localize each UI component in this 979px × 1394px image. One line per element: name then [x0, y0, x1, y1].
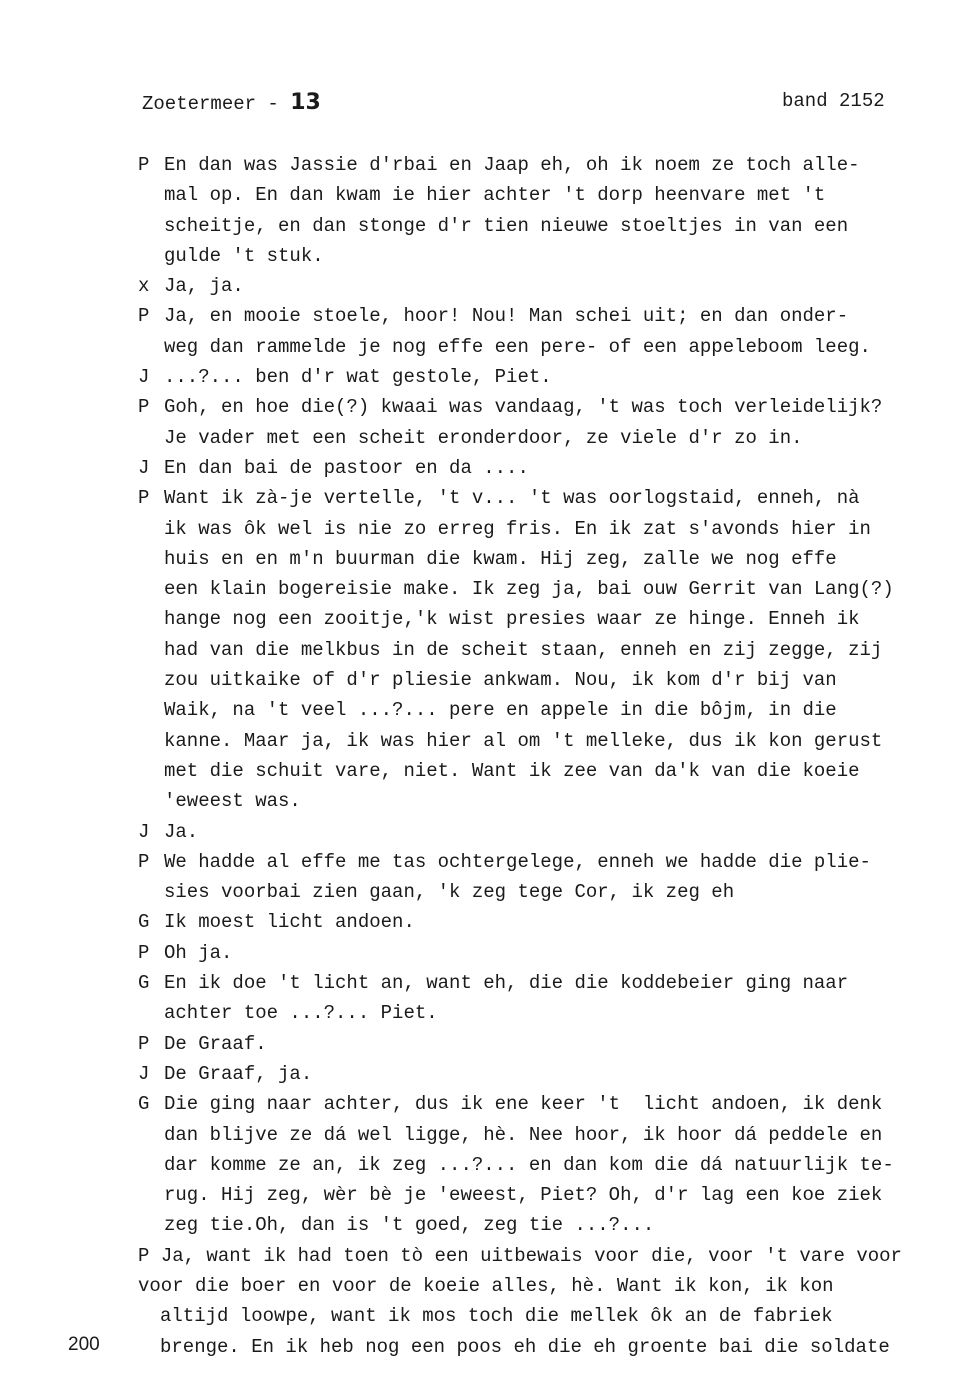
transcript-line: ...?... ben d'r wat gestole, Piet. — [164, 366, 552, 389]
transcript-line: huis en en m'n buurman die kwam. Hij zeg, zalle we nog effe — [164, 547, 837, 570]
transcript-line: voor die boer en voor de koeie alles, hè. Want ik kon, ik kon — [138, 1274, 834, 1297]
transcript-line: mal op. En dan kwam ie hier achter 't dorp heenvare met 't — [164, 184, 826, 207]
transcript-line: ik was ôk wel is nie zo erreg fris. En ik zat s'avonds hier in — [164, 517, 871, 540]
speaker-label: J — [138, 1062, 150, 1085]
speaker-label: P — [138, 1032, 150, 1055]
transcript-line: altijd loowpe, want ik mos toch die mellek ôk an de fabriek — [160, 1305, 833, 1328]
transcript-entry — [138, 847, 968, 908]
transcript-line: dan blijve ze dá wel ligge, hè. Nee hoor, ik hoor dá peddele en — [164, 1123, 883, 1146]
transcript-line: met die schuit vare, niet. Want ik zee van da'k van die koeie — [164, 759, 860, 782]
transcript-line: We hadde al effe me tas ochtergelege, enneh we hadde die plie- — [164, 850, 871, 873]
header-page-number: 13 — [290, 90, 321, 115]
transcript-line-text: Ja, want ik had toen tò een uitbewais voor die, voor 't vare voor — [160, 1244, 902, 1267]
transcript-line: had van die melkbus in de scheit staan, enneh en zij zegge, zij — [164, 638, 883, 661]
transcript-entry — [138, 1089, 968, 1240]
transcript-entry — [138, 392, 968, 453]
speaker-label: P — [138, 154, 150, 176]
transcript-line: Die ging naar achter, dus ik ene keer 't licht andoen, ik denk — [164, 1093, 883, 1116]
transcript-line: kanne. Maar ja, ik was hier al om 't melleke, dus ik kon gerust — [164, 729, 883, 752]
transcript-line: zou uitkaike of d'r pliesie ankwam. Nou, ik kom d'r bij van — [164, 669, 837, 692]
transcript-line: Waik, na 't veel ...?... pere en appele in die bôjm, in die — [164, 699, 837, 722]
transcript-line: Want ik zà-je vertelle, 't v... 't was oorlogstaid, enneh, nà — [164, 487, 860, 510]
transcript-line: brenge. En ik heb nog een poos eh die eh groente bai die soldate — [160, 1335, 890, 1358]
transcript-line: een klain bogereisie make. Ik zeg ja, bai ouw Gerrit van Lang(?) — [164, 578, 894, 601]
transcript-entry — [138, 271, 968, 301]
transcript-entry — [138, 150, 968, 271]
transcript-entry-final — [138, 1241, 968, 1362]
transcript-entry — [138, 453, 968, 483]
transcript-entry — [138, 938, 968, 968]
speaker-label: x — [138, 275, 150, 298]
transcript-line: Ik moest licht andoen. — [164, 911, 415, 934]
speaker-label: J — [138, 456, 150, 479]
transcript-line: zeg tie.Oh, dan is 't goed, zeg tie ...?... — [164, 1214, 655, 1237]
transcript-line: scheitje, en dan stonge d'r tien nieuwe stoeltjes in van een — [164, 214, 849, 237]
transcript-line: dar komme ze an, ik zeg ...?... en dan kom die dá natuurlijk te- — [164, 1153, 894, 1176]
speaker-label: G — [138, 911, 150, 934]
transcript-line: Ja, en mooie stoele, hoor! Nou! Man schei uit; en dan onder- — [164, 305, 849, 328]
transcript-line — [138, 1241, 968, 1271]
header-tape-number: band 2152 — [782, 90, 885, 112]
transcript-line: Ja, ja. — [164, 275, 244, 298]
transcript-line: De Graaf, ja. — [164, 1062, 313, 1085]
transcript-line: Ja. — [164, 820, 199, 843]
transcript-entry — [138, 1059, 968, 1089]
transcript-line: achter toe ...?... Piet. — [164, 1002, 438, 1025]
transcript-entry — [138, 968, 968, 1029]
speaker-label: P — [138, 305, 150, 328]
transcript-line: sies voorbai zien gaan, 'k zeg tege Cor, ik zeg eh — [164, 881, 735, 904]
transcript-line: En dan bai de pastoor en da .... — [164, 456, 529, 479]
header-title: Zoetermeer - — [142, 93, 279, 115]
speaker-label: P — [138, 487, 150, 510]
transcript-line: 'eweest was. — [164, 790, 301, 813]
transcript-line: hange nog een zooitje,'k wist presies waar ze hinge. Enneh ik — [164, 608, 860, 631]
speaker-label: P — [138, 1244, 150, 1267]
transcript-entry — [138, 817, 968, 847]
speaker-label: P — [138, 396, 150, 419]
speaker-label: P — [138, 941, 150, 964]
transcript-line: Oh ja. — [164, 941, 233, 964]
transcript-line: rug. Hij zeg, wèr bè je 'eweest, Piet? Oh, d'r lag een koe ziek — [164, 1184, 883, 1207]
transcript-entry — [138, 301, 968, 362]
speaker-label: J — [138, 366, 150, 389]
header-location — [142, 90, 321, 115]
speaker-label: P — [138, 850, 150, 873]
speaker-label: J — [138, 820, 150, 843]
speaker-label: G — [138, 972, 150, 995]
transcript-entry — [138, 483, 968, 816]
transcript — [138, 150, 968, 1362]
transcript-line: gulde 't stuk. — [164, 244, 324, 267]
transcript-entry — [138, 1029, 968, 1059]
transcript-line: weg dan rammelde je nog effe een pere- of een appeleboom leeg. — [164, 335, 871, 358]
transcript-line: En dan was Jassie d'rbai en Jaap eh, oh ik noem ze toch alle- — [164, 154, 860, 176]
page-number: 200 — [68, 1334, 100, 1355]
transcript-line: Goh, en hoe die(?) kwaai was vandaag, 't was toch verleidelijk? — [164, 396, 883, 419]
transcript-line: En ik doe 't licht an, want eh, die die koddebeier ging naar — [164, 972, 849, 995]
transcript-line: De Graaf. — [164, 1032, 267, 1055]
transcript-entry — [138, 907, 968, 937]
transcript-entry — [138, 362, 968, 392]
transcript-line: Je vader met een scheit eronderdoor, ze viele d'r zo in. — [164, 426, 803, 449]
speaker-label: G — [138, 1093, 150, 1116]
